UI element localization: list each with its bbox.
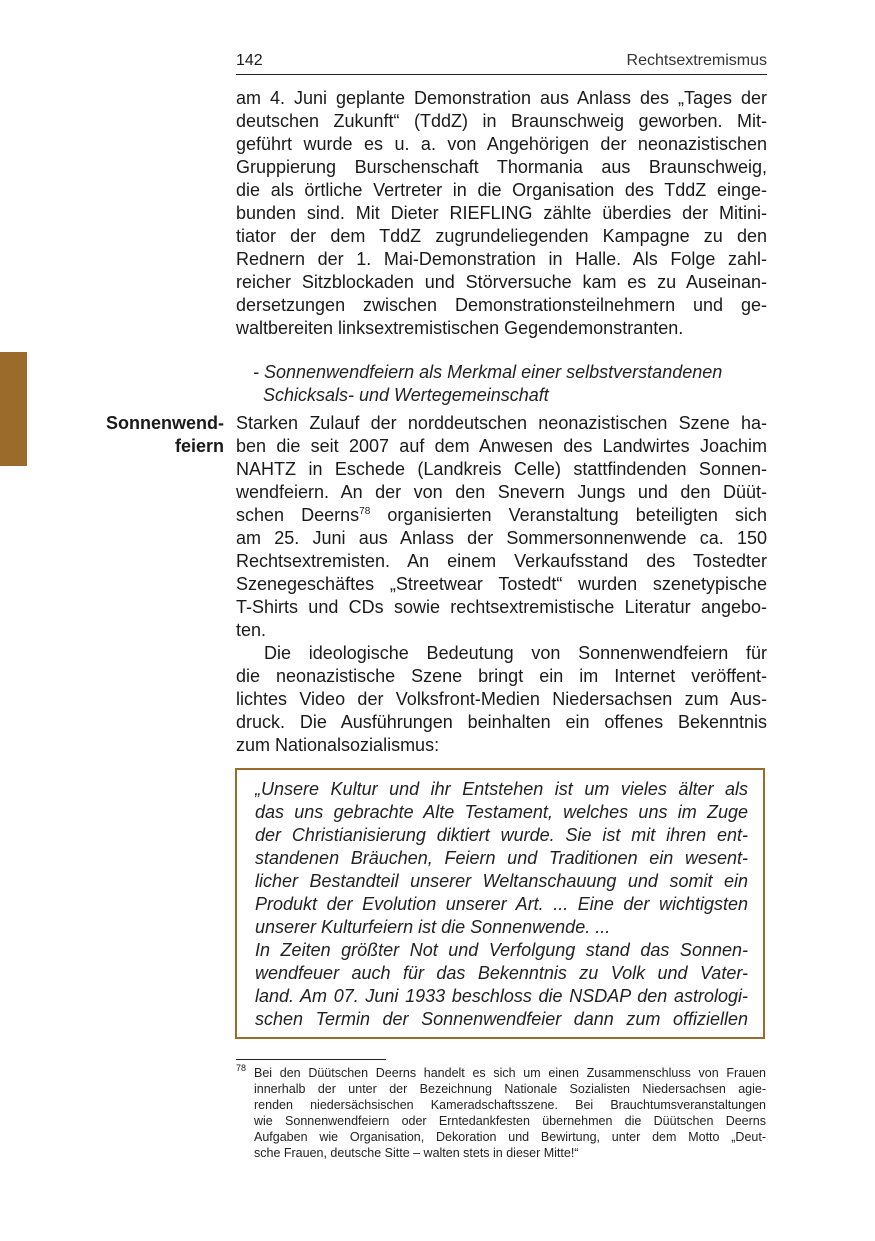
- text-line: Szenegeschäftes „Streetwear Tostedt“ wurden szenetypische: [236, 574, 767, 594]
- section-subheading: [253, 361, 773, 407]
- footnote: [254, 1065, 766, 1161]
- text-line: NAHTZ in Eschede (Landkreis Celle) stattfindenden Sonnen-: [236, 459, 767, 479]
- page-header: [236, 50, 767, 75]
- text-line-with-footnote: [236, 504, 767, 527]
- marginal-line: Sonnenwend-: [106, 413, 224, 433]
- quote-line: das uns gebrachte Alte Testament, welches uns im Zuge: [255, 802, 748, 822]
- text-line: waltbereiten linksextremistischen Gegendemonstranten.: [236, 318, 684, 338]
- quote-box: [235, 768, 765, 1039]
- text-line: dersetzungen zwischen Demonstrationsteilnehmern und ge-: [236, 295, 767, 315]
- quote-line: Produkt der Evolution unserer Art. ... Eine der wichtigsten: [255, 894, 748, 914]
- text-line: tiator der dem TddZ zugrundeliegenden Kampagne zu den: [236, 226, 767, 246]
- quote-line: standenen Bräuchen, Feiern und Traditionen ein wesent-: [255, 848, 748, 868]
- quote-line: wendfeuer auch für das Bekenntnis zu Volk und Vater-: [255, 963, 748, 983]
- text-line: T-Shirts und CDs sowie rechtsextremistische Literatur angebo-: [236, 597, 767, 617]
- marginal-note: [60, 412, 224, 458]
- paragraph-sonnenwendfeiern: [236, 412, 767, 757]
- subheading-line: Schicksals- und Wertegemeinschaft: [263, 385, 549, 405]
- text-line: am 25. Juni aus Anlass der Sommersonnenwende ca. 150: [236, 528, 767, 548]
- text-line: ben die seit 2007 auf dem Anwesen des Landwirtes Joachim: [236, 436, 767, 456]
- paragraph-demonstration: [236, 87, 767, 340]
- quote-line: licher Bestandteil unserer Weltanschauung und somit ein: [255, 871, 748, 891]
- quote-line: der Christianisierung diktiert wurde. Sie ist mit ihren ent-: [255, 825, 748, 845]
- text-line: bunden sind. Mit Dieter RIEFLING zählte überdies der Mitini-: [236, 203, 767, 223]
- text-line: Rechtsextremisten. An einem Verkaufsstand des Tostedter: [236, 551, 767, 571]
- footnote-line: sche Frauen, deutsche Sitte – walten stets in dieser Mitte!“: [254, 1146, 579, 1160]
- quote-line: „Unsere Kultur und ihr Entstehen ist um vieles älter als: [255, 779, 748, 799]
- text-line: am 4. Juni geplante Demonstration aus Anlass des „Tages der: [236, 88, 767, 108]
- chapter-tab-marker: [0, 352, 27, 466]
- footnote-line: Bei den Düütschen Deerns handelt es sich um einen Zusammenschluss von Frauen: [254, 1066, 766, 1080]
- running-title: Rechtsextremismus: [626, 52, 767, 69]
- text-line: wendfeiern. An der von den Snevern Jungs und den Düüt-: [236, 482, 767, 502]
- text-fragment: organisierten Veranstaltung beteiligten sich: [387, 505, 767, 525]
- footnote-line: renden niedersächsischen Kameradschaftsszene. Bei Brauchtumsveranstaltungen: [254, 1098, 766, 1112]
- footnote-line: innerhalb der unter der Bezeichnung Nationale Sozialisten Niedersachsen agie-: [254, 1082, 766, 1096]
- quote-line: In Zeiten größter Not und Verfolgung stand das Sonnen-: [255, 940, 748, 960]
- footnote-line: Aufgaben wie Organisation, Dekoration und Bewirtung, unter dem Motto „Deut-: [254, 1130, 766, 1144]
- text-line: die neonazistische Szene bringt ein im Internet veröffent-: [236, 666, 767, 686]
- subheading-line: - Sonnenwendfeiern als Merkmal einer selbstverstandenen: [253, 362, 723, 382]
- text-line: geführt wurde es u. a. von Angehörigen der neonazistischen: [236, 134, 767, 154]
- text-line: ten.: [236, 620, 267, 640]
- text-line: zum Nationalsozialismus:: [236, 735, 440, 755]
- text-line: Die ideologische Bedeutung von Sonnenwendfeiern für: [264, 643, 767, 663]
- text-fragment: schen Deerns: [236, 505, 360, 525]
- text-line: Rednern der 1. Mai-Demonstration in Halle. Als Folge zahl-: [236, 249, 767, 269]
- quote-line: unserer Kulturfeiern ist die Sonnenwende. ...: [255, 917, 611, 937]
- footnote-reference[interactable]: 78: [359, 506, 371, 517]
- text-line: reicher Sitzblockaden und Störversuche kam es zu Auseinan-: [236, 272, 767, 292]
- text-line: druck. Die Ausführungen beinhalten ein offenes Bekenntnis: [236, 712, 767, 732]
- marginal-line: feiern: [174, 436, 224, 456]
- text-line: Starken Zulauf der norddeutschen neonazistischen Szene ha-: [236, 413, 767, 433]
- footnote-number: 78: [236, 1063, 247, 1073]
- text-line: lichtes Video der Volksfront-Medien Niedersachsen zum Aus-: [236, 689, 767, 709]
- footnote-separator: [236, 1059, 386, 1060]
- quote-text: [255, 778, 748, 1031]
- quote-line: schen Termin der Sonnenwendfeier dann zum offiziellen: [255, 1009, 748, 1029]
- text-line: die als örtliche Vertreter in die Organisation des TddZ einge-: [236, 180, 767, 200]
- footnote-line: wie Sonnenwendfeiern oder Erntedankfesten übernehmen die Düütschen Deerns: [254, 1114, 766, 1128]
- text-line: deutschen Zukunft“ (TddZ) in Braunschweig geworben. Mit-: [236, 111, 767, 131]
- page-number: 142: [236, 52, 263, 69]
- text-line: Gruppierung Burschenschaft Thormania aus Braunschweig,: [236, 157, 767, 177]
- quote-line: land. Am 07. Juni 1933 beschloss die NSDAP den astrologi-: [255, 986, 748, 1006]
